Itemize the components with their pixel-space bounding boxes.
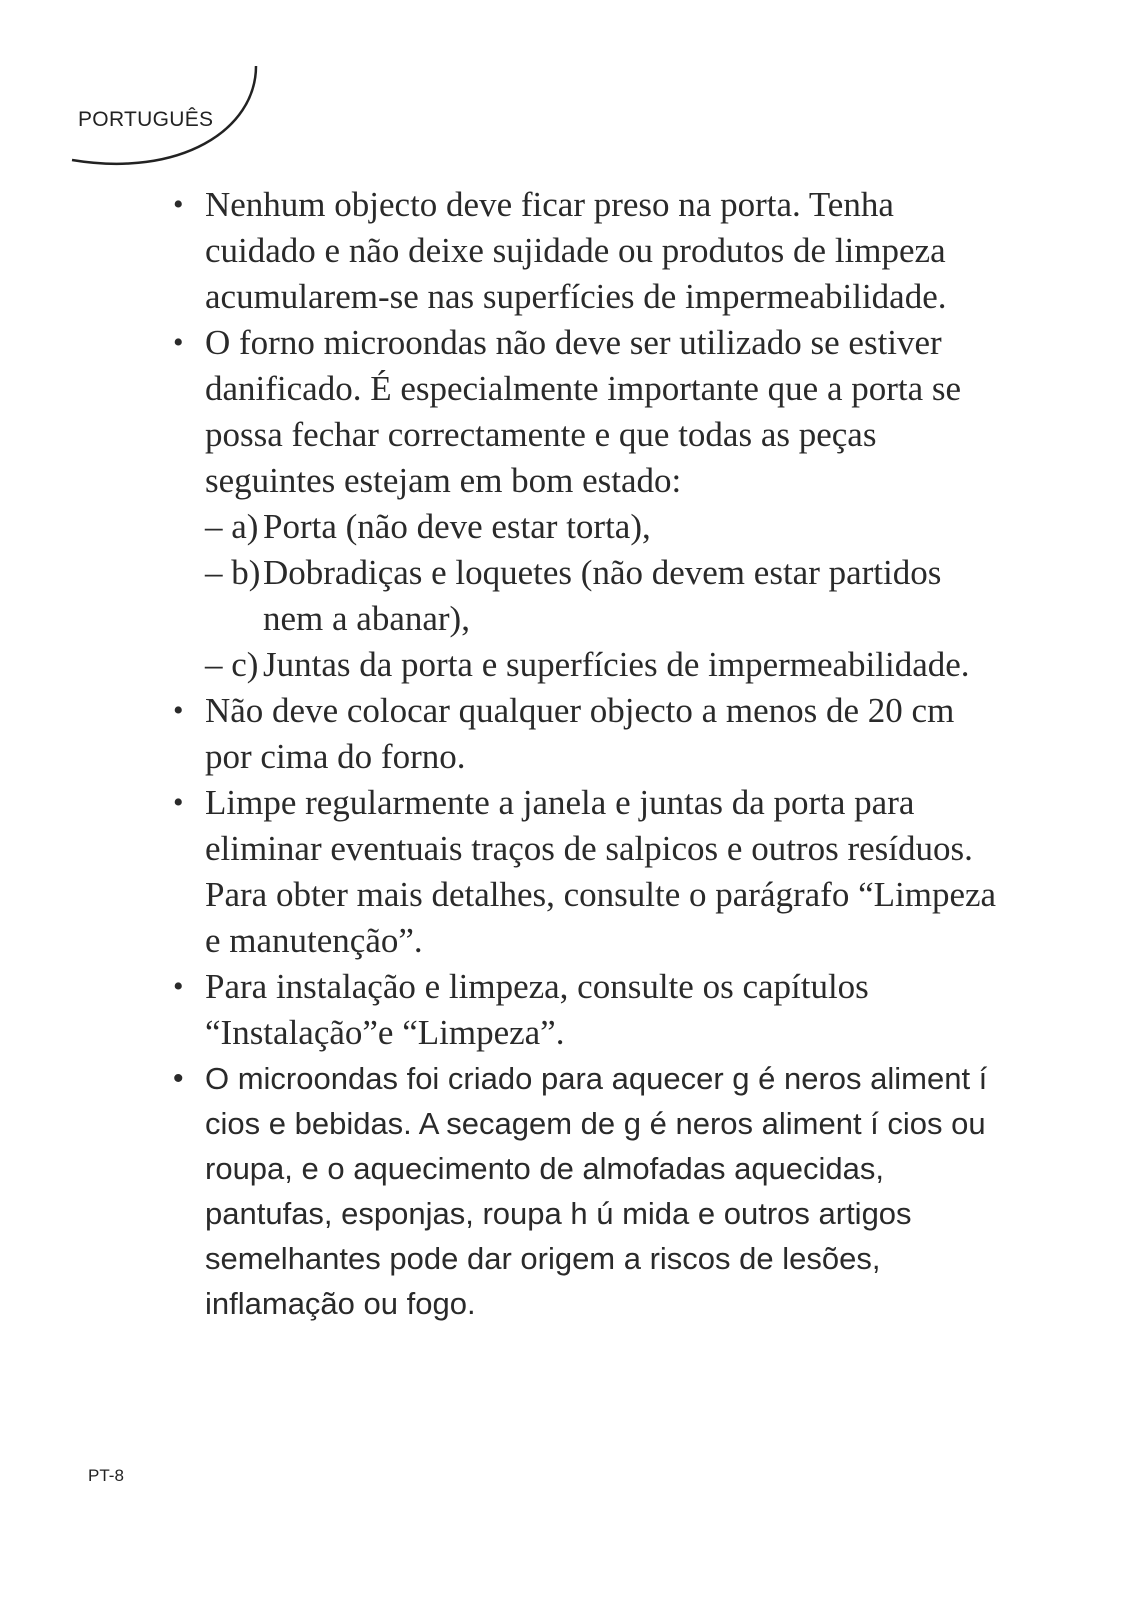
sub-list	[205, 504, 1003, 688]
safety-instructions	[173, 182, 1003, 1326]
list-item: • Nenhum objecto deve ficar preso na porta. Tenha cuidado e não deixe sujidade ou produtos de limpeza acumularem-se nas superfícies de impermeabilidade.	[173, 182, 1003, 320]
list-item: • O microondas foi criado para aquecer g é neros aliment í cios e bebidas. A secagem de g é neros aliment í cios ou roupa, e o aquecimento de almofadas aquecidas, pantufas, esponjas, roupa h ú mida e outros artigos semelhantes pode dar origem a riscos de lesões, inflamação ou fogo.	[173, 1056, 1003, 1326]
bullet-list	[173, 182, 1003, 1326]
page-number: PT-8	[88, 1466, 124, 1485]
list-item: • Limpe regularmente a janela e juntas da porta para eliminar eventuais traços de salpicos e outros resíduos. Para obter mais detalhes, consulte o parágrafo “Limpeza e manutenção”.	[173, 780, 1003, 964]
sub-list-item: – a) Porta (não deve estar torta),	[205, 507, 651, 546]
sub-list-item: – b) Dobradiças e loquetes (não devem estar partidos nem a abanar),	[205, 553, 942, 638]
list-item: • O forno microondas não deve ser utilizado se estiver danificado. É especialmente importante que a porta se possa fechar correctamente e que todas as peças seguintes estejam em bom estado: – a) Porta (não deve estar torta), – b) Dobradiças e loquetes (não devem estar partidos nem a abanar), – c) Juntas da porta e superfícies de impermeabilidade.	[173, 320, 1003, 688]
sub-list-item: – c) Juntas da porta e superfícies de impermeabilidade.	[205, 645, 970, 684]
language-label: PORTUGUÊS	[78, 108, 214, 131]
list-item: • Para instalação e limpeza, consulte os capítulos “Instalação”e “Limpeza”.	[173, 964, 1003, 1056]
list-item: • Não deve colocar qualquer objecto a menos de 20 cm por cima do forno.	[173, 688, 1003, 780]
header-arc-decoration	[60, 60, 270, 180]
